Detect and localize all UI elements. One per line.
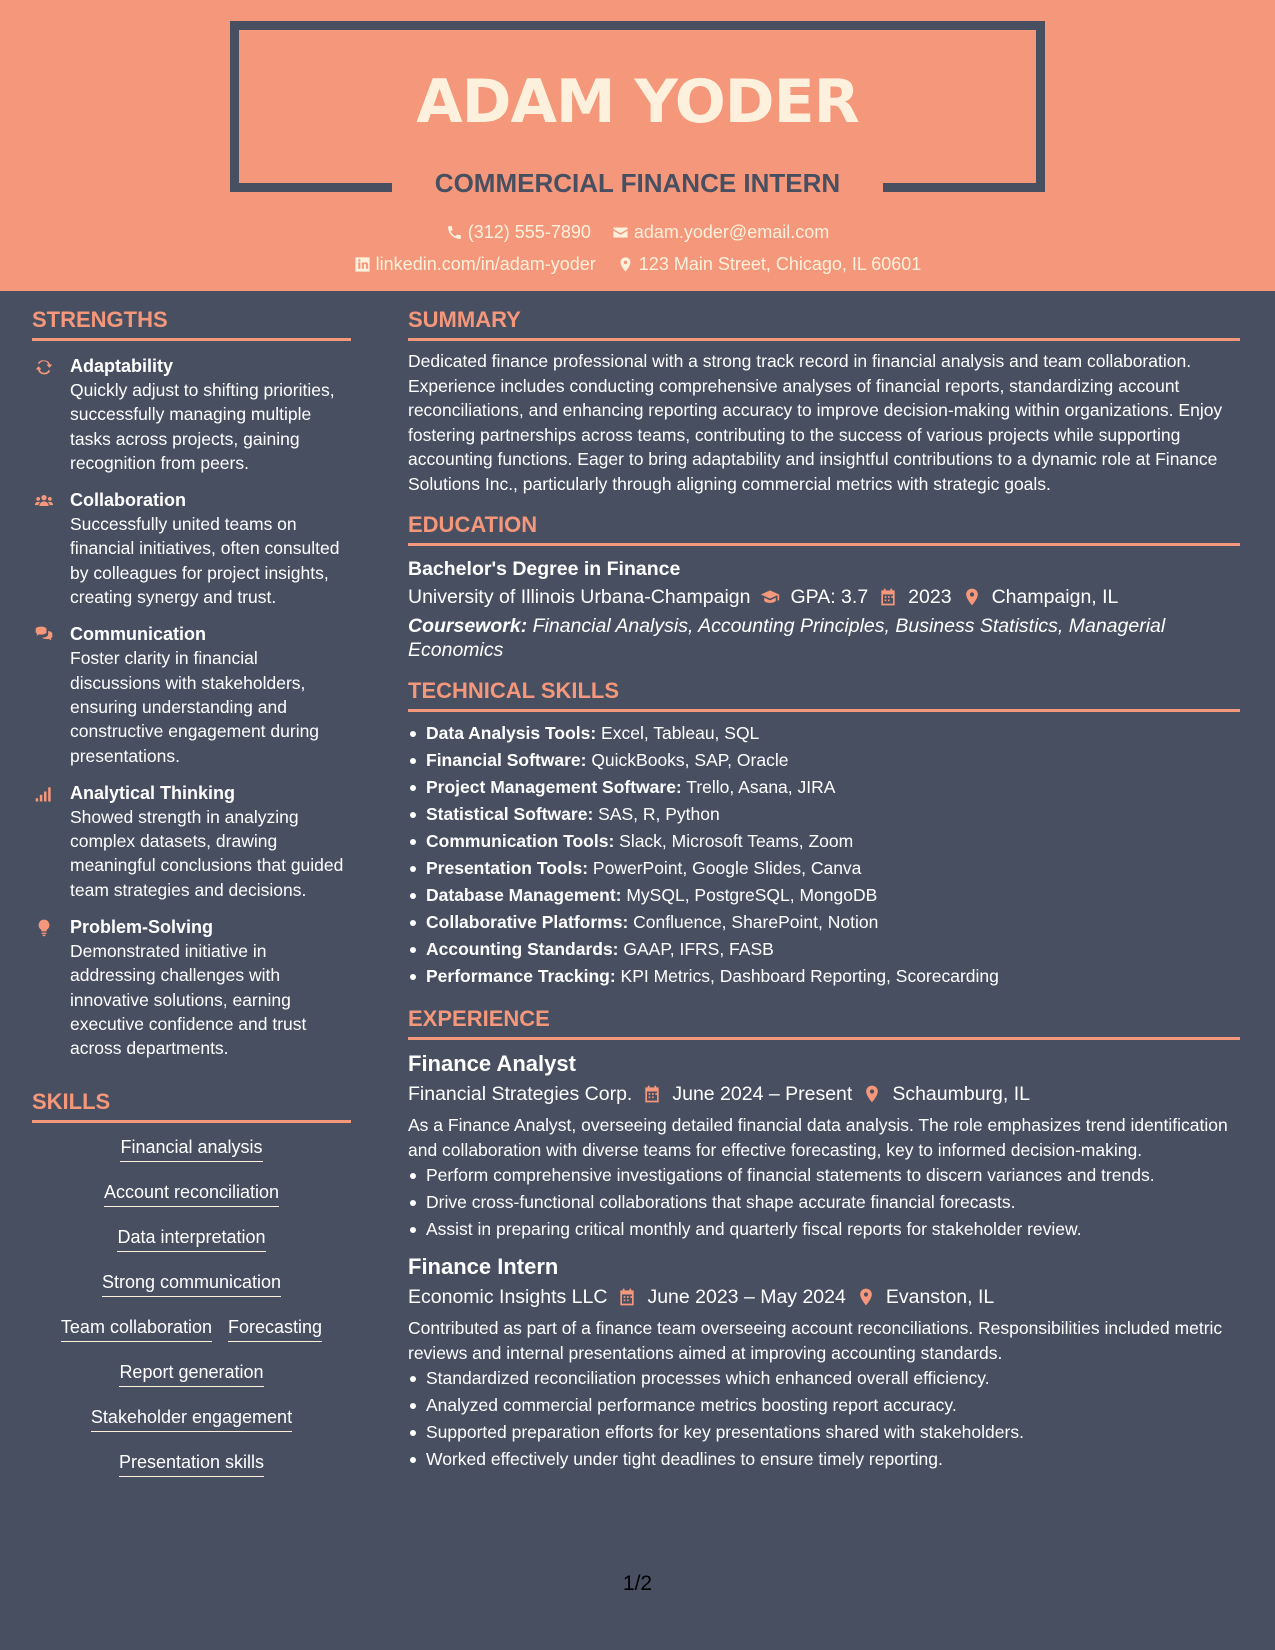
tech-label: Collaborative Platforms: bbox=[426, 912, 629, 932]
job-location: Schaumburg, IL bbox=[892, 1083, 1030, 1105]
tech-label: Accounting Standards: bbox=[426, 939, 619, 959]
school-name: University of Illinois Urbana-Champaign bbox=[408, 586, 751, 608]
strength-title: Communication bbox=[70, 624, 207, 645]
job-bullets bbox=[408, 1162, 1240, 1243]
job-location: Evanston, IL bbox=[885, 1286, 995, 1308]
users-icon bbox=[34, 491, 54, 511]
tech-value: Trello, Asana, JIRA bbox=[681, 777, 836, 797]
strengths-heading: STRENGTHS bbox=[32, 305, 351, 341]
tech-value: MySQL, PostgreSQL, MongoDB bbox=[621, 885, 878, 905]
job-meta bbox=[408, 1079, 1240, 1109]
list-item bbox=[408, 882, 1240, 909]
tech-label: Presentation Tools: bbox=[426, 858, 589, 878]
job-dates: June 2024 – Present bbox=[672, 1083, 853, 1105]
summary-heading: SUMMARY bbox=[408, 305, 1240, 341]
strength-desc: Showed strength in analyzing complex datasets, drawing meaningful conclusions that guided team strategies and decisions. bbox=[70, 806, 344, 900]
job-meta bbox=[408, 1282, 1240, 1312]
technical-skills-heading: TECHNICAL SKILLS bbox=[408, 676, 1240, 712]
job-title: Finance Analyst bbox=[408, 1051, 576, 1076]
coursework-label: Coursework: bbox=[408, 615, 528, 637]
skill-tag: Report generation bbox=[119, 1360, 263, 1387]
tech-label: Database Management: bbox=[426, 885, 622, 905]
company-name: Financial Strategies Corp. bbox=[408, 1083, 633, 1105]
linkedin-text[interactable]: linkedin.com/in/adam-yoder bbox=[375, 254, 596, 274]
lightbulb-icon bbox=[34, 918, 54, 938]
education-heading: EDUCATION bbox=[408, 510, 1240, 546]
skill-tag: Forecasting bbox=[228, 1315, 322, 1342]
skills-heading: SKILLS bbox=[32, 1087, 351, 1123]
signal-icon bbox=[34, 784, 54, 804]
strength-item bbox=[32, 915, 351, 1060]
list-item: Drive cross-functional collaborations that shape accurate financial forecasts. bbox=[408, 1189, 1240, 1216]
map-marker-icon bbox=[617, 256, 634, 273]
list-item bbox=[408, 828, 1240, 855]
strength-item bbox=[32, 488, 351, 609]
tech-label: Data Analysis Tools: bbox=[426, 723, 597, 743]
coursework-list: Financial Analysis, Accounting Principles, Business Statistics, Managerial Economics bbox=[408, 615, 1166, 661]
skill-tag: Strong communication bbox=[102, 1270, 281, 1297]
tech-value: Slack, Microsoft Teams, Zoom bbox=[614, 831, 854, 851]
experience-heading: EXPERIENCE bbox=[408, 1004, 1240, 1040]
tech-label: Statistical Software: bbox=[426, 804, 594, 824]
tech-value: GAAP, IFRS, FASB bbox=[618, 939, 774, 959]
tech-label: Project Management Software: bbox=[426, 777, 682, 797]
strength-item bbox=[32, 622, 351, 767]
resume-header bbox=[0, 0, 1275, 291]
strength-title: Problem-Solving bbox=[70, 917, 214, 938]
map-marker-icon bbox=[962, 587, 982, 607]
strength-desc: Demonstrated initiative in addressing challenges with innovative solutions, earning executive confidence and trust across departments. bbox=[70, 941, 307, 1059]
technical-skills-list bbox=[408, 720, 1240, 990]
list-item bbox=[408, 801, 1240, 828]
tech-value: Excel, Tableau, SQL bbox=[596, 723, 760, 743]
calendar-icon bbox=[642, 1084, 662, 1104]
list-item: Assist in preparing critical monthly and quarterly fiscal reports for stakeholder review. bbox=[408, 1216, 1240, 1243]
skill-tag: Financial analysis bbox=[120, 1135, 262, 1162]
tech-value: PowerPoint, Google Slides, Canva bbox=[588, 858, 862, 878]
skill-tag: Presentation skills bbox=[119, 1450, 264, 1477]
contact-row-1 bbox=[0, 220, 1275, 247]
list-item: Supported preparation efforts for key presentations shared with stakeholders. bbox=[408, 1419, 1240, 1446]
coursework bbox=[408, 614, 1240, 662]
company-name: Economic Insights LLC bbox=[408, 1286, 608, 1308]
tech-value: Confluence, SharePoint, Notion bbox=[628, 912, 879, 932]
school-location: Champaign, IL bbox=[991, 586, 1119, 608]
email-text[interactable]: adam.yoder@email.com bbox=[633, 222, 830, 242]
candidate-title: COMMERCIAL FINANCE INTERN bbox=[434, 168, 841, 198]
list-item bbox=[408, 936, 1240, 963]
list-item bbox=[408, 909, 1240, 936]
contact-row-2 bbox=[0, 252, 1275, 279]
sync-icon bbox=[34, 357, 54, 377]
strength-item bbox=[32, 781, 351, 902]
education-meta bbox=[408, 582, 1240, 612]
job-bullets bbox=[408, 1365, 1240, 1473]
comments-icon bbox=[34, 625, 54, 645]
map-marker-icon bbox=[856, 1287, 876, 1307]
job-dates: June 2023 – May 2024 bbox=[647, 1286, 846, 1308]
page-number: 1/2 bbox=[622, 1572, 653, 1595]
phone-contact bbox=[446, 220, 591, 244]
list-item bbox=[408, 720, 1240, 747]
job-description: As a Finance Analyst, overseeing detailed financial data analysis. The role emphasizes trend identification and collaboration with diverse teams for effective forecasting, key to informed decision-making. bbox=[408, 1115, 1228, 1160]
list-item bbox=[408, 774, 1240, 801]
calendar-icon bbox=[878, 587, 898, 607]
phone-icon bbox=[446, 224, 463, 241]
address-contact bbox=[617, 252, 922, 276]
skill-tag: Team collaboration bbox=[61, 1315, 212, 1342]
job-entry bbox=[408, 1049, 1240, 1243]
skills-list bbox=[32, 1135, 351, 1495]
left-column bbox=[32, 305, 351, 1495]
strength-item bbox=[32, 354, 351, 475]
list-item: Analyzed commercial performance metrics boosting report accuracy. bbox=[408, 1392, 1240, 1419]
strength-desc: Successfully united teams on financial initiatives, often consulted by colleagues for project insights, creating synergy and trust. bbox=[70, 514, 340, 608]
strength-title: Adaptability bbox=[70, 356, 174, 376]
degree-title: Bachelor's Degree in Finance bbox=[408, 558, 681, 580]
strength-title: Analytical Thinking bbox=[70, 782, 236, 803]
list-item bbox=[408, 747, 1240, 774]
skill-tag: Data interpretation bbox=[117, 1225, 265, 1252]
job-title: Finance Intern bbox=[408, 1254, 559, 1279]
job-entry bbox=[408, 1252, 1240, 1473]
tech-label: Financial Software: bbox=[426, 750, 587, 770]
linkedin-contact[interactable] bbox=[354, 252, 596, 276]
graduation-cap-icon bbox=[760, 587, 780, 607]
gpa-text: GPA: 3.7 bbox=[790, 586, 869, 608]
list-item: Perform comprehensive investigations of financial statements to discern variances and trends. bbox=[408, 1162, 1240, 1189]
strength-desc: Foster clarity in financial discussions with stakeholders, ensuring understanding and constructive engagement during presentations. bbox=[70, 648, 320, 766]
candidate-name: ADAM YODER bbox=[416, 67, 859, 137]
job-description: Contributed as part of a finance team overseeing account reconciliations. Responsibilities included metric reviews and internal presentations aimed at improving accounting standards. bbox=[408, 1318, 1223, 1363]
list-item bbox=[408, 855, 1240, 882]
envelope-icon bbox=[612, 224, 629, 241]
phone-text: (312) 555-7890 bbox=[467, 222, 591, 242]
list-item bbox=[408, 963, 1240, 990]
summary-text: Dedicated finance professional with a strong track record in financial analysis and team collaboration. Experience includes conducting comprehensive analyses of financial reports, standardizing account reconciliations, and enhancing reporting accuracy to improve decision-making within organizations. Enjoy fostering partnerships across teams, contributing to the success of various projects while supporting accounting functions. Eager to bring adaptability and insightful contributions to a dynamic role at Finance Solutions Inc., particularly through aligning commercial metrics with strategic goals. bbox=[408, 351, 1223, 494]
right-column bbox=[408, 305, 1240, 1473]
strength-title: Collaboration bbox=[70, 490, 186, 511]
tech-value: KPI Metrics, Dashboard Reporting, Scorecarding bbox=[615, 966, 999, 986]
tech-label: Performance Tracking: bbox=[426, 966, 616, 986]
tech-value: QuickBooks, SAP, Oracle bbox=[586, 750, 789, 770]
map-marker-icon bbox=[862, 1084, 882, 1104]
tech-label: Communication Tools: bbox=[426, 831, 615, 851]
calendar-icon bbox=[617, 1287, 637, 1307]
list-item: Worked effectively under tight deadlines to ensure timely reporting. bbox=[408, 1446, 1240, 1473]
email-contact[interactable] bbox=[612, 220, 829, 244]
list-item: Standardized reconciliation processes which enhanced overall efficiency. bbox=[408, 1365, 1240, 1392]
skill-tag: Account reconciliation bbox=[104, 1180, 279, 1207]
address-text: 123 Main Street, Chicago, IL 60601 bbox=[638, 254, 922, 274]
linkedin-icon bbox=[354, 256, 371, 273]
skill-tag: Stakeholder engagement bbox=[91, 1405, 292, 1432]
strength-desc: Quickly adjust to shifting priorities, successfully managing multiple tasks across projects, gaining recognition from peers. bbox=[70, 380, 335, 473]
tech-value: SAS, R, Python bbox=[593, 804, 720, 824]
graduation-year: 2023 bbox=[908, 586, 952, 608]
